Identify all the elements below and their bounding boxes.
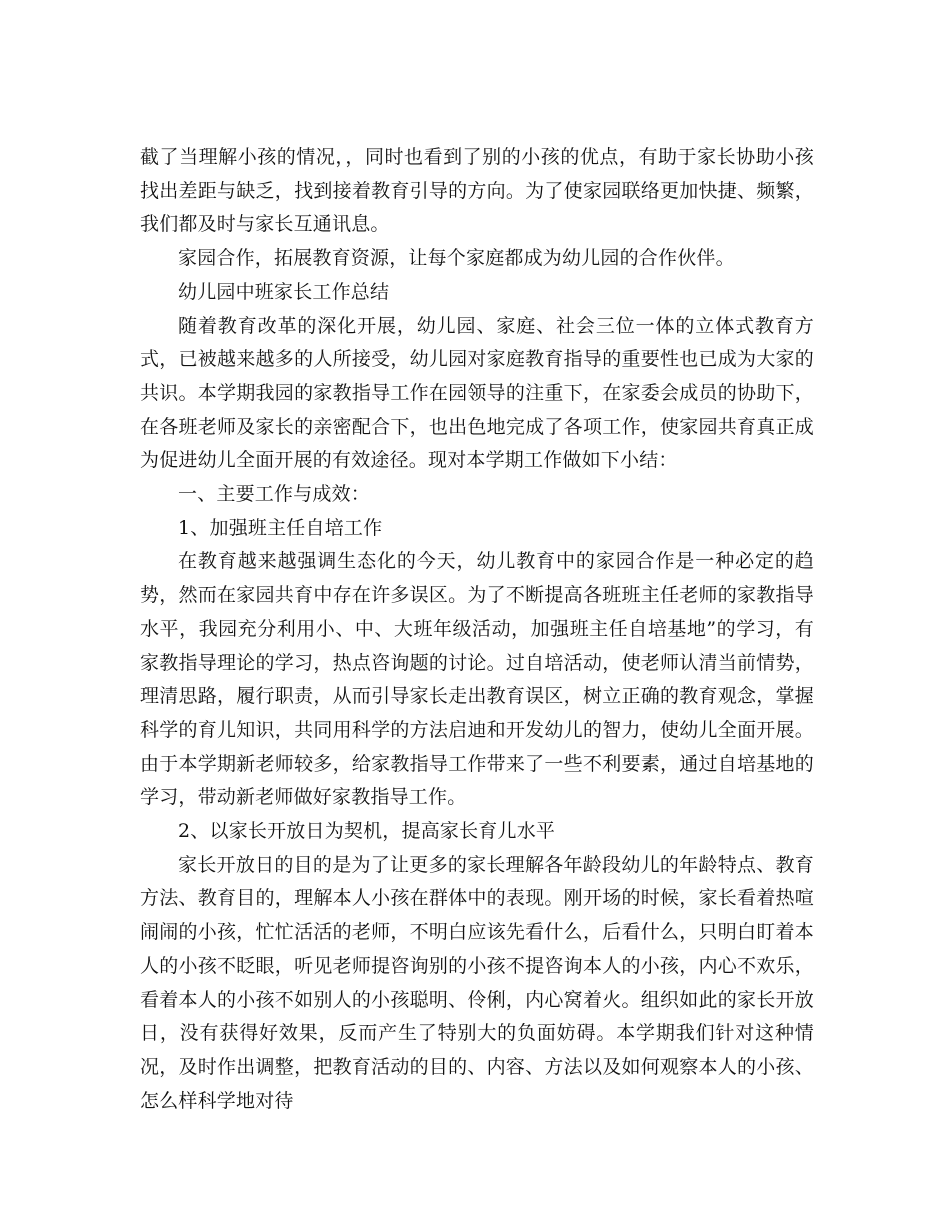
paragraph-continuation: 截了当理解小孩的情况，，同时也看到了别的小孩的优点，有助于家长协助小孩找出差距与缺乏，找到接着教育引导的方向。为了使家园联络更加快捷、频繁，我们都及时与家长互通讯息。 [140,146,814,236]
paragraph-home-school-cooperation: 家园合作，拓展教育资源，让每个家庭都成为幼儿园的合作伙伴。 [178,247,735,270]
heading-main-work: 一、主要工作与成效： [178,483,371,506]
paragraph-item-2: 家长开放日的目的是为了让更多的家长理解各年龄段幼儿的年龄特点、教育方法、教育目的，理解本人小孩在群体中的表现。刚开场的时候，家长看着热喧闹闹的小孩，忙忙活活的老师，不明白应该先看什么，后看什么，只明白盯着本人的小孩不眨眼，听见老师提咨询别的小孩不提咨询本人的小孩，内心不欢乐，看着本人的小孩不如别人的小孩聪明、伶俐，内心窝着火。组织如此的家长开放日，没有获得好效果，反而产生了特别大的负面妨碍。本学期我们针对这种情况，及时作出调整，把教育活动的目的、内容、方法以及如何观察本人的小孩、怎么样科学地对待 [140,853,814,1112]
document-body [140,141,814,1118]
heading-item-2: 2、以家长开放日为契机，提高家长育儿水平 [178,820,556,843]
paragraph-introduction: 随着教育改革的深化开展，幼儿园、家庭、社会三位一体的立体式教育方式，已被越来越多的人所接受，幼儿园对家庭教育指导的重要性也已成为大家的共识。本学期我园的家教指导工作在园领导的注重下，在家委会成员的协助下，在各班老师及家长的亲密配合下，也出色地完成了各项工作，使家园共育真正成为促进幼儿全面开展的有效途径。现对本学期工作做如下小结： [140,314,814,472]
paragraph-item-1: 在教育越来越强调生态化的今天，幼儿教育中的家园合作是一种必定的趋势，然而在家园共育中存在许多误区。为了不断提高各班班主任老师的家教指导水平，我园充分利用小、中、大班年级活动，加强班主任自培基地”的学习，有家教指导理论的学习，热点咨询题的讨论。过自培活动，使老师认清当前情势，理清思路，履行职责，从而引导家长走出教育误区，树立正确的教育观念，掌握科学的育儿知识，共同用科学的方法启迪和开发幼儿的智力，使幼儿全面开展。由于本学期新老师较多，给家教指导工作带来了一些不利要素，通过自培基地的学习，带动新老师做好家教指导工作。 [140,550,814,809]
section-title: 幼儿园中班家长工作总结 [178,280,390,303]
heading-item-1: 1、加强班主任自培工作 [178,516,383,539]
